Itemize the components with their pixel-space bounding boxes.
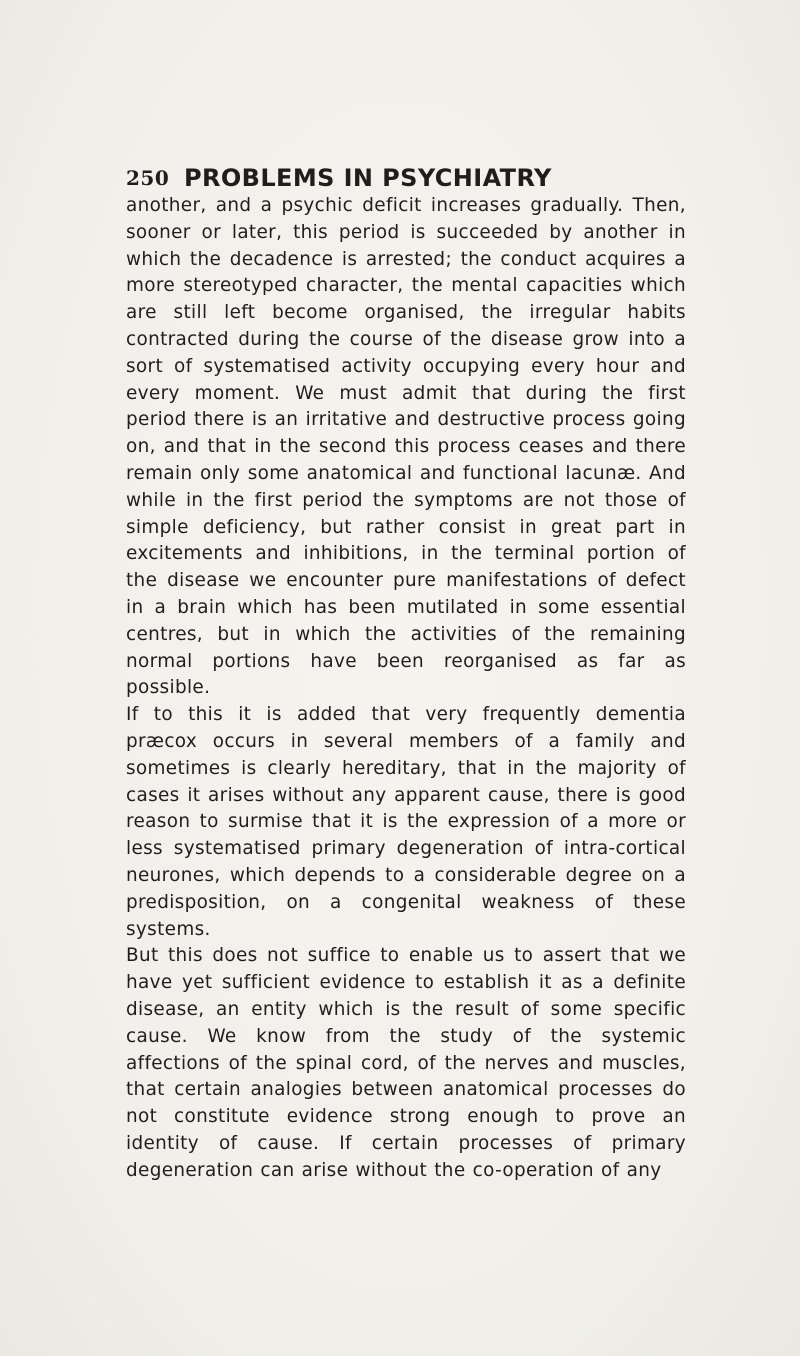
page-header [126, 160, 686, 192]
paragraph: But this does not suffice to enable us to assert that we have yet sufficient evidence to establish it as a definite disease, an entity which is the result of some specific cause. We know from the study of the systemic affections of the spinal cord, of the nerves and muscles, that certain analogies between anatomical processes do not constitute evidence strong enough to prove an identity of cause. If certain processes of primary degeneration can arise without the co-operation of any [126, 945, 686, 1181]
running-head: PROBLEMS IN PSYCHIATRY [184, 164, 552, 192]
paragraph: If to this it is added that very frequently dementia præcox occurs in several members of a family and sometimes is clearly hereditary, that in the majority of cases it arises without any apparent cause, there is good reason to surmise that it is the expression of a more or less systematised primary degeneration of intra-cortical neurones, which depends to a considerable degree on a predisposition, on a congenital weakness of these systems. [126, 704, 686, 940]
page-number: 250 [126, 166, 170, 190]
paragraph: another, and a psychic deficit increases gradually. Then, sooner or later, this period is succeeded by another in which the decadence is arrested; the conduct acquires a more stereotyped character, the mental capacities which are still left become organised, the irregular habits contracted during the course of the disease grow into a sort of systematised activity occupying every hour and every moment. We must admit that during the first period there is an irritative and destructive process going on, and that in the second this process ceases and there remain only some anatomical and functional lacunæ. And while in the first period the symptoms are not those of simple deficiency, but rather consist in great part in excitements and inhibitions, in the terminal portion of the disease we encounter pure manifestations of defect in a brain which has been mutilated in some essential centres, but in which the activities of the remaining normal portions have been reorganised as far as possible. [126, 195, 686, 699]
body-text [126, 193, 686, 1184]
